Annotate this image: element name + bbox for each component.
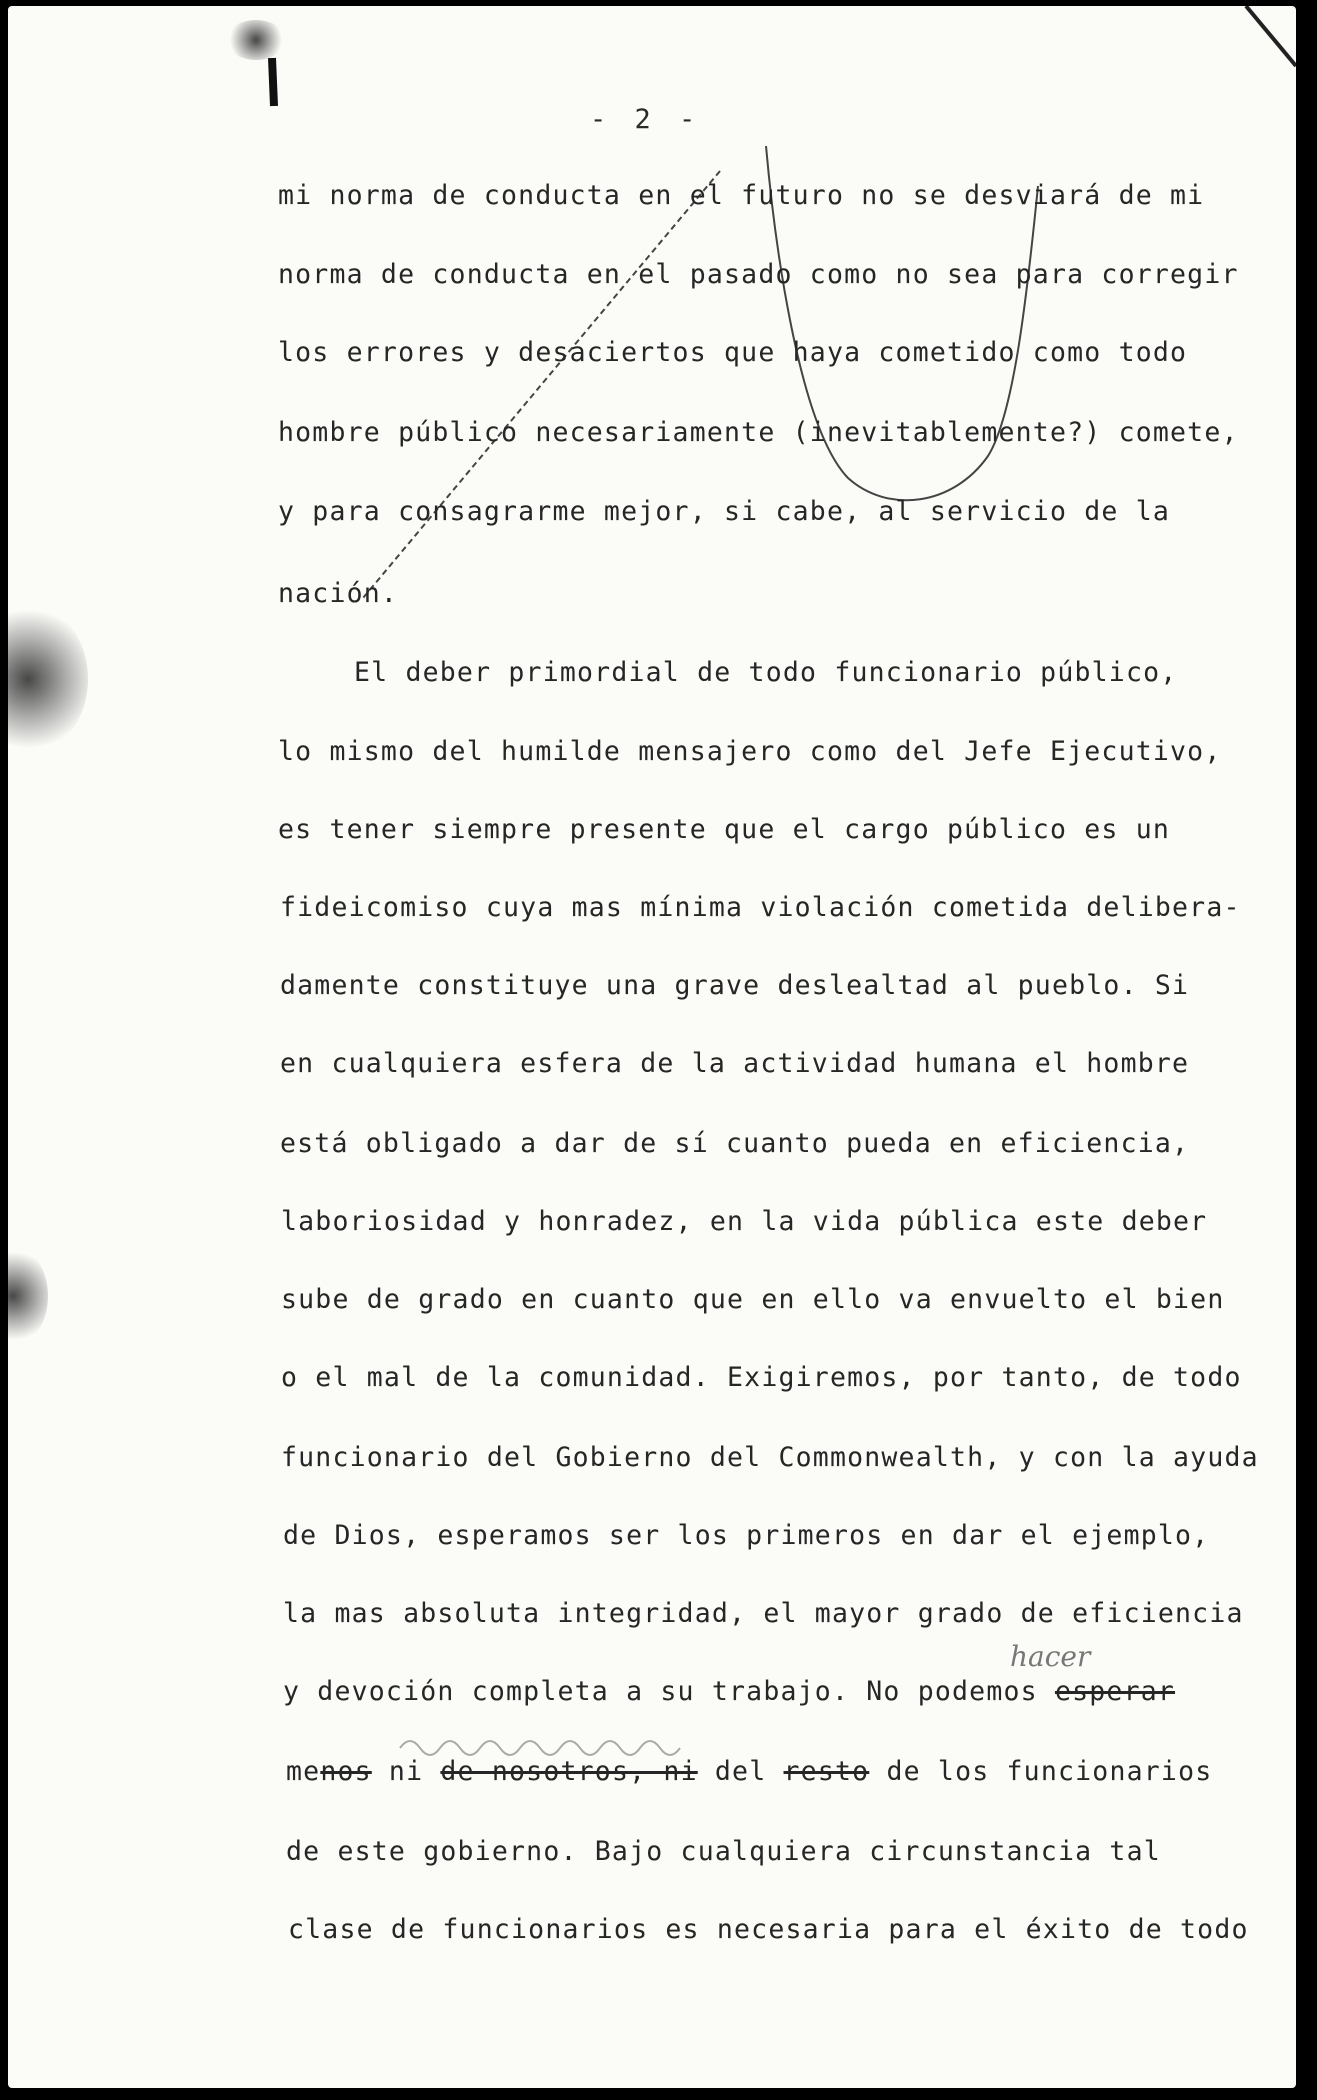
text-line: hombre público necesariamente (inevitablemente?) comete, (278, 417, 1239, 448)
handwritten-insertion: hacer (1010, 1640, 1091, 1673)
text-line: funcionario del Gobierno del Commonwealth, y con la ayuda (281, 1442, 1259, 1473)
text-run: del (697, 1756, 784, 1787)
ink-smudge (8, 1246, 48, 1346)
ink-smudge (226, 20, 286, 60)
text-line: es tener siempre presente que el cargo público es un (278, 814, 1171, 845)
struck-word: nos (320, 1756, 372, 1787)
ink-smudge (8, 604, 88, 754)
pin-hole-mark (272, 58, 274, 106)
text-line: damente constituye una grave deslealtad al pueblo. Si (280, 970, 1190, 1001)
text-line: o el mal de la comunidad. Exigiremos, por tanto, de todo (281, 1362, 1242, 1393)
text-line: sube de grado en cuanto que en ello va envuelto el bien (281, 1284, 1225, 1315)
text-line: lo mismo del humilde mensajero como del Jefe Ejecutivo, (278, 736, 1222, 767)
text-line: norma de conducta en el pasado como no sea para corregir (278, 259, 1239, 290)
struck-word: resto (783, 1756, 870, 1787)
text-line: la mas absoluta integridad, el mayor grado de eficiencia (283, 1598, 1244, 1629)
text-line: clase de funcionarios es necesaria para el éxito de todo (288, 1914, 1249, 1945)
text-line: nación. (278, 578, 399, 609)
text-line: fideicomiso cuya mas mínima violación cometida delibera- (280, 892, 1241, 923)
text-line (286, 1756, 1212, 1787)
text-line: y para consagrarme mejor, si cabe, al servicio de la (278, 496, 1171, 527)
text-line: laboriosidad y honradez, en la vida pública este deber (281, 1206, 1208, 1237)
text-run: me (286, 1756, 321, 1787)
struck-word: esperar (1054, 1676, 1176, 1707)
text-line: de Dios, esperamos ser los primeros en dar el ejemplo, (283, 1520, 1210, 1551)
text-line: mi norma de conducta en el futuro no se desviará de mi (278, 180, 1205, 211)
text-run: de los funcionarios (869, 1756, 1213, 1787)
corner-fold (1246, 6, 1296, 66)
text-line: está obligado a dar de sí cuanto pueda en eficiencia, (280, 1128, 1190, 1159)
struck-phrase: de nosotros, ni (440, 1756, 698, 1787)
text-line: El deber primordial de todo funcionario público, (354, 657, 1178, 688)
text-line: en cualquiera esfera de la actividad humana el hombre (280, 1048, 1190, 1079)
diagonal-pen-stroke (363, 171, 720, 598)
text-line: los errores y desaciertos que haya cometido como todo (278, 337, 1188, 368)
text-line (283, 1676, 1175, 1707)
document-page (8, 6, 1296, 2088)
text-run: ni (371, 1756, 441, 1787)
text-run: y devoción completa a su trabajo. No podemos (283, 1676, 1055, 1707)
text-line: de este gobierno. Bajo cualquiera circunstancia tal (286, 1836, 1161, 1867)
page-number: - 2 - (590, 104, 702, 135)
